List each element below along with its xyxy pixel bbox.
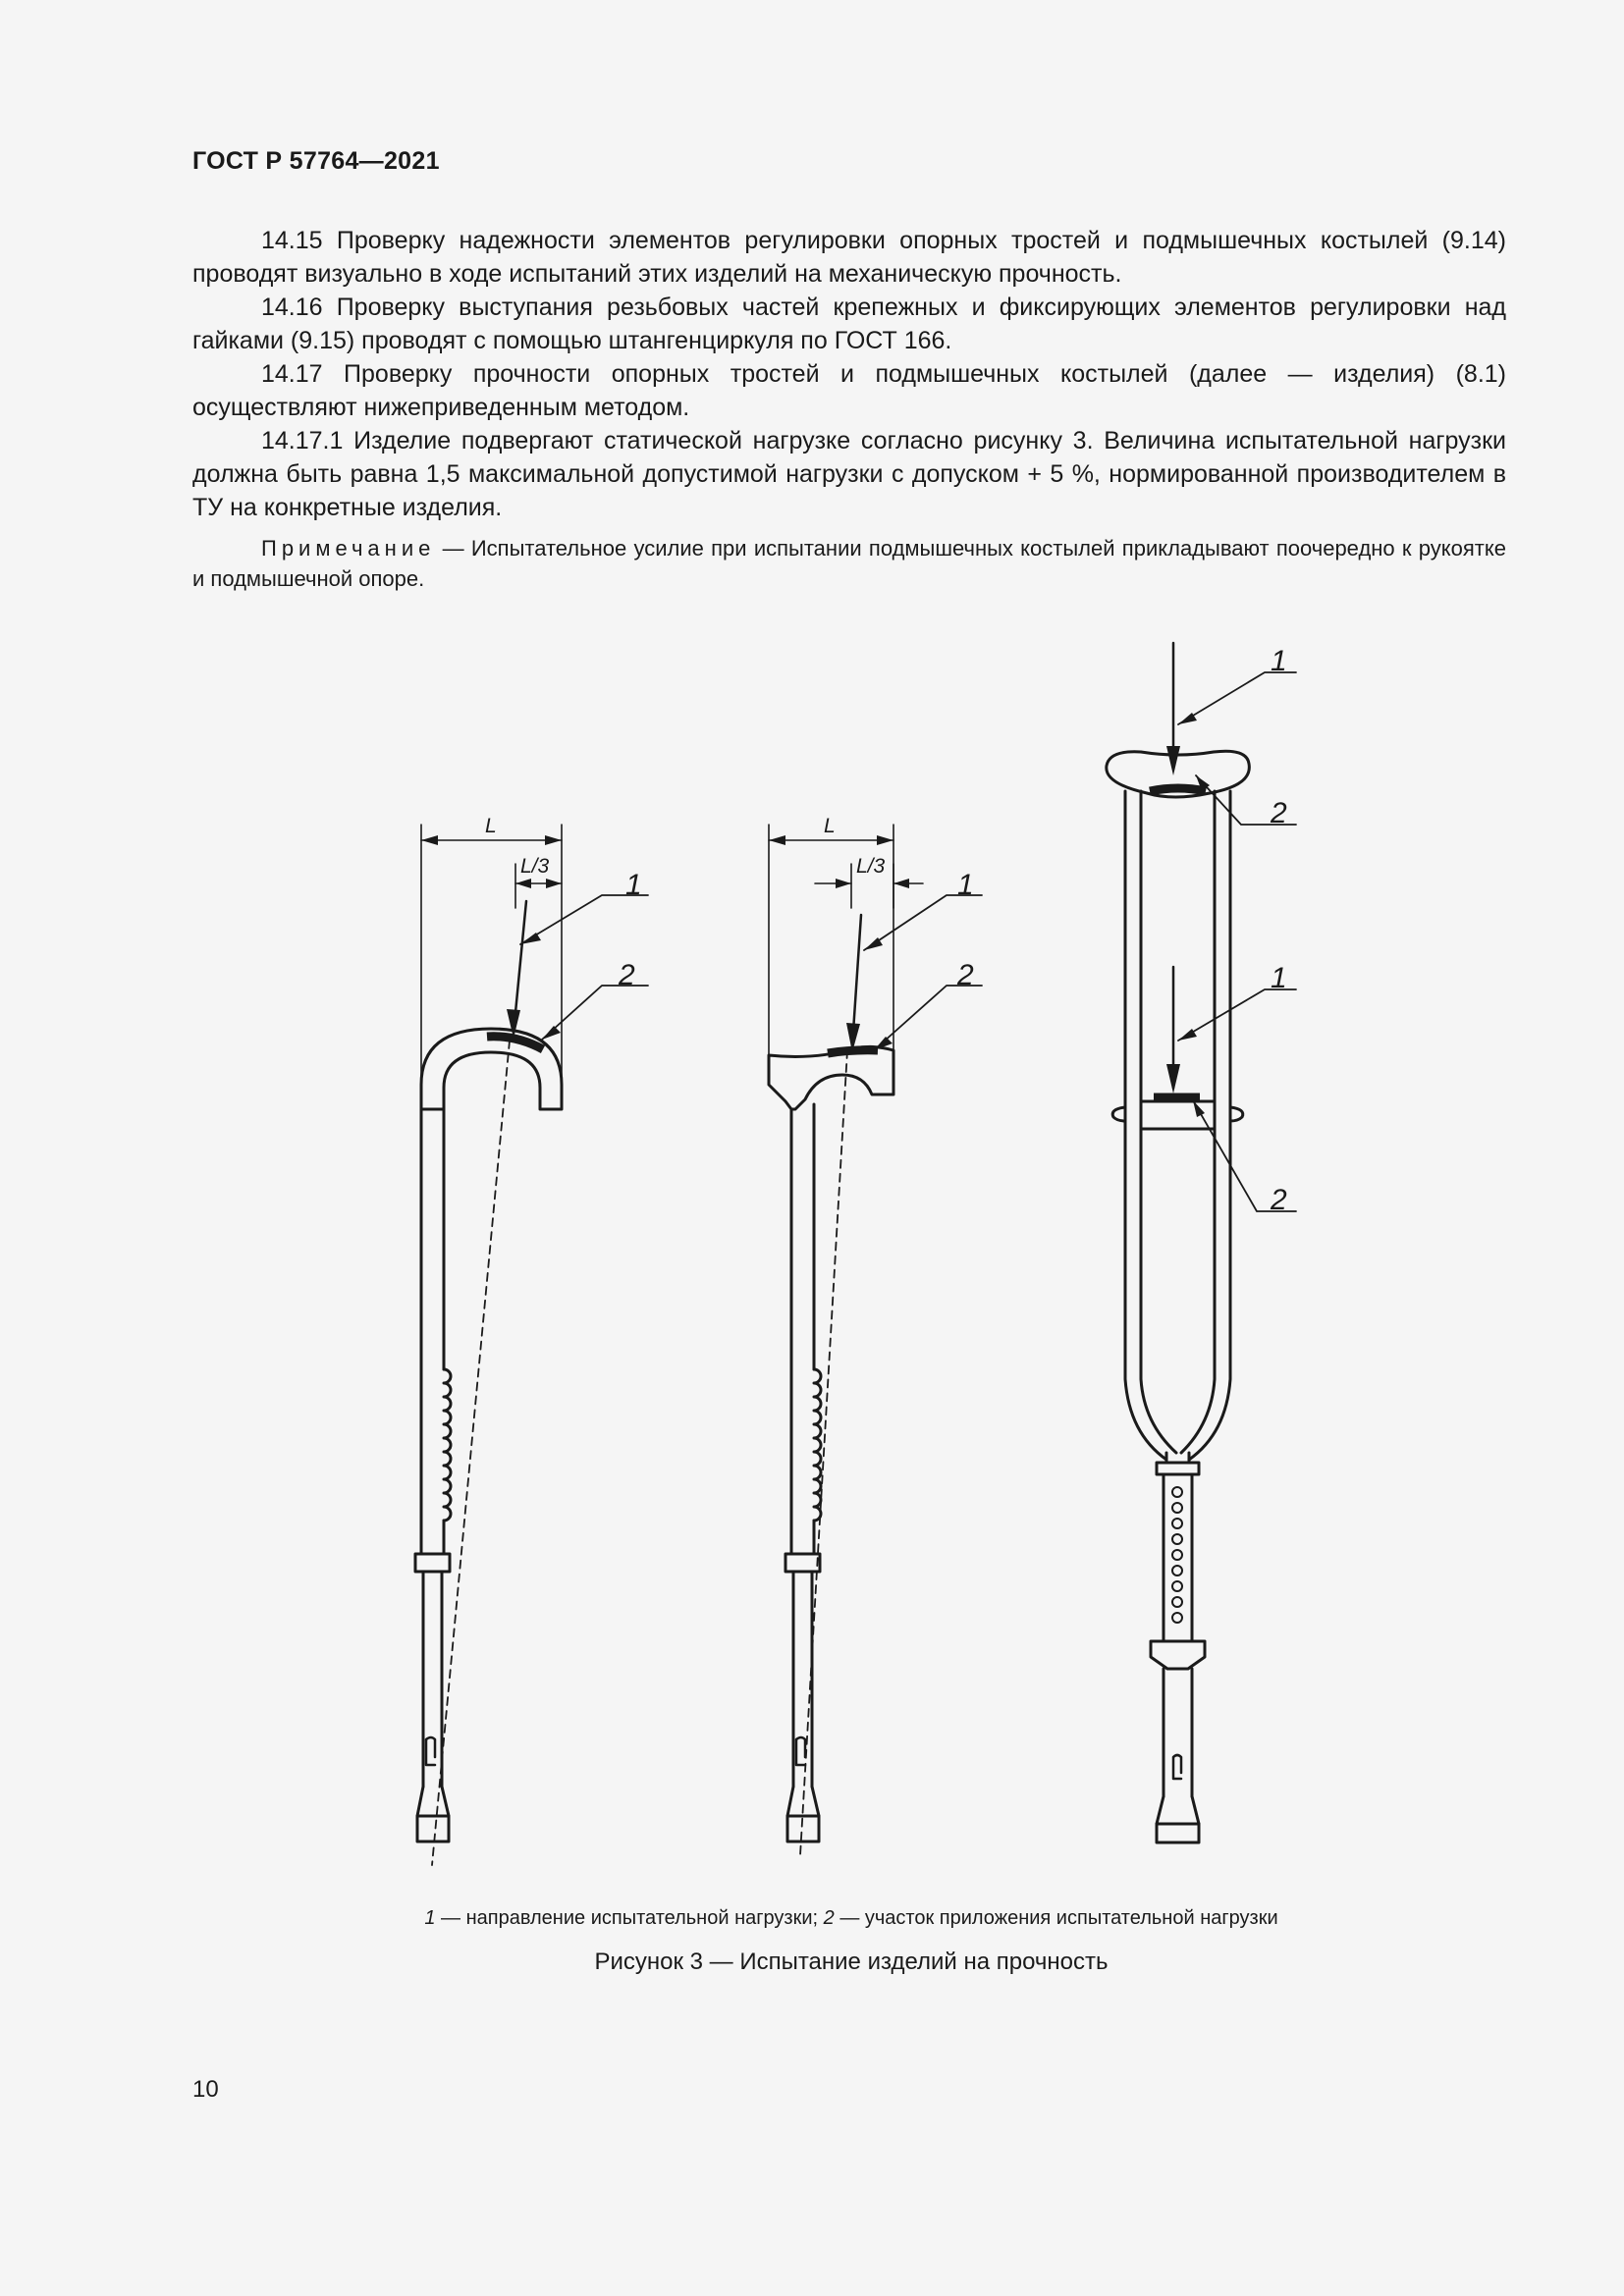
paragraph-14-17: 14.17 Проверку прочности опорных тростей и подмышечных костылей (далее — изделия) (8.1) осуществляют нижеприведенным методом. [192, 360, 1506, 421]
figure-legend: 1 — направление испытательной нагрузки; 2 — участок приложения испытательной нагрузки [424, 1907, 1278, 1929]
document-header: ГОСТ Р 57764—2021 [192, 147, 440, 175]
paragraph-14-17-1: 14.17.1 Изделие подвергают статической нагрузке согласно рисунку 3. Величина испытательной нагрузки должна быть равна 1,5 максимальной допустимой нагрузки с допуском + 5 %, нормированной производителем в ТУ на конкретные изделия. [192, 427, 1506, 521]
note-lead: Примечание [261, 536, 436, 561]
page-number: 10 [192, 2076, 219, 2103]
note [192, 533, 1506, 594]
crutch-top-label-1: 1 [1271, 645, 1287, 677]
paragraph-14-15: 14.15 Проверку надежности элементов регулировки опорных тростей и подмышечных костылей (9.14) проводят визуально в ходе испытаний этих изделий на механическую прочность. [192, 227, 1506, 288]
crutch-grip-label-2: 2 [1271, 1184, 1287, 1216]
crutch-grip-label-1: 1 [1271, 962, 1287, 994]
cane1-label-1: 1 [625, 869, 642, 901]
figure-3 [0, 628, 1624, 1895]
t-handle-cane-drawing [769, 825, 982, 1855]
cane1-label-2: 2 [619, 959, 635, 991]
cane2-dim-l3: L/3 [856, 855, 886, 878]
cane2-dim-l: L [824, 815, 836, 837]
cane1-dim-l3: L/3 [520, 855, 550, 878]
cane2-label-2: 2 [957, 959, 974, 991]
cane1-dim-l: L [485, 815, 497, 837]
paragraph-14-16: 14.16 Проверку выступания резьбовых частей крепежных и фиксирующих элементов регулировки над гайками (9.15) проводят с помощью штангенциркуля по ГОСТ 166. [192, 294, 1506, 354]
body-text [192, 224, 1506, 524]
crook-cane-drawing [415, 825, 648, 1865]
crutch-top-label-2: 2 [1271, 797, 1287, 829]
figure-caption: Рисунок 3 — Испытание изделий на прочность [594, 1949, 1109, 1975]
cane2-label-1: 1 [957, 869, 974, 901]
underarm-crutch-drawing [1107, 643, 1296, 1842]
note-text: — Испытательное усилие при испытании подмышечных костылей прикладывают поочередно к рукоятке и подмышечной опоре. [192, 536, 1506, 591]
